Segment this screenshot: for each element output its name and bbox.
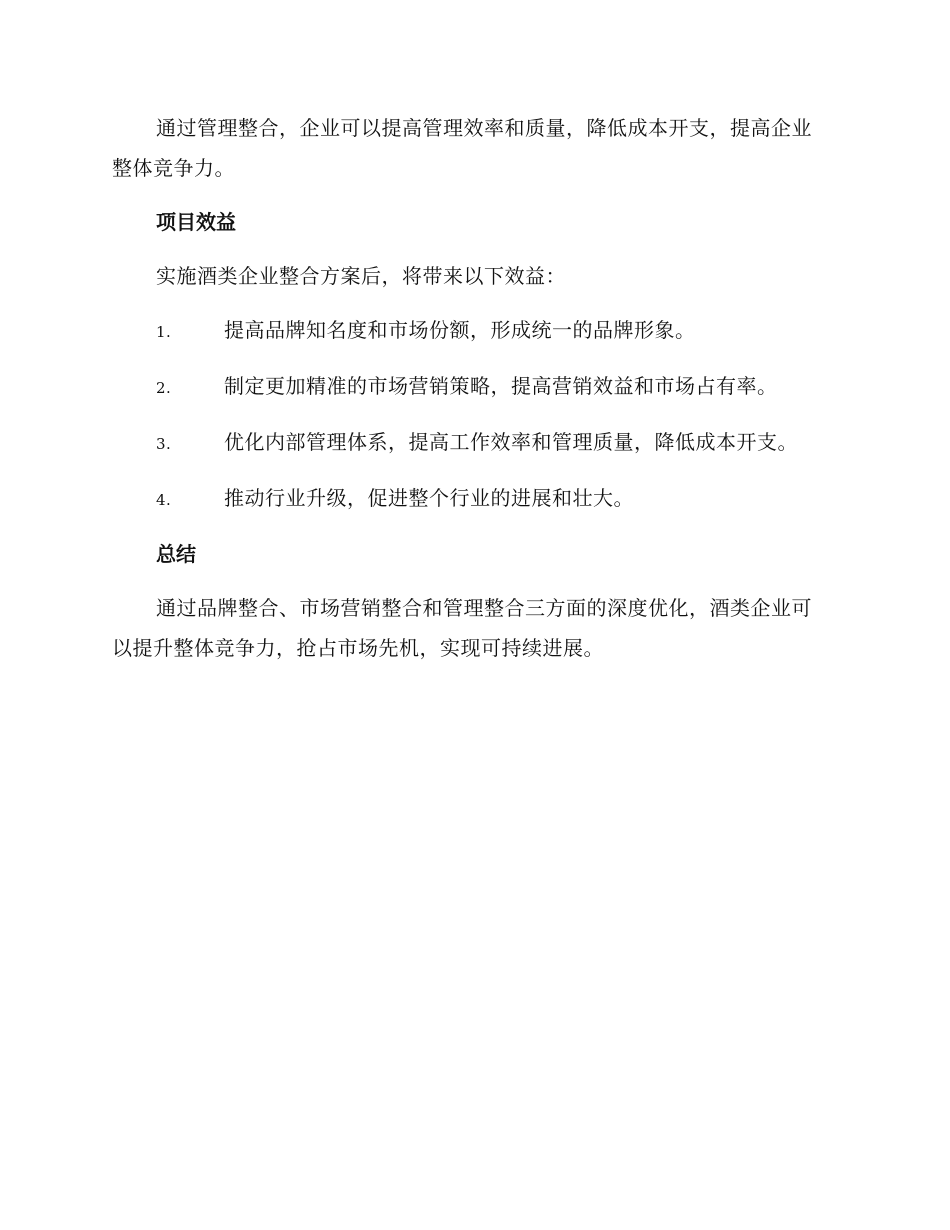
benefit-item-2 (112, 366, 832, 408)
list-number: 4. (156, 491, 172, 509)
benefit-item-4 (112, 478, 832, 520)
list-text: 推动行业升级，促进整个行业的进展和壮大。 (224, 486, 634, 510)
intro-paragraph: 通过管理整合，企业可以提高管理效率和质量，降低成本开支，提高企业整体竞争力。 (112, 116, 812, 180)
list-number: 3. (156, 435, 172, 453)
benefit-item-1 (112, 310, 832, 352)
benefits-heading: 项目效益 (156, 210, 236, 234)
document-body (112, 108, 832, 682)
list-number: 2. (156, 379, 172, 397)
benefit-item-3 (112, 422, 832, 464)
list-text: 优化内部管理体系，提高工作效率和管理质量，降低成本开支。 (224, 430, 798, 454)
list-number: 1. (156, 323, 172, 341)
summary-paragraph: 通过品牌整合、市场营销整合和管理整合三方面的深度优化，酒类企业可以提升整体竞争力，抢占市场先机，实现可持续进展。 (112, 596, 812, 660)
list-text: 提高品牌知名度和市场份额，形成统一的品牌形象。 (224, 318, 696, 342)
benefits-intro: 实施酒类企业整合方案后，将带来以下效益： (156, 264, 566, 288)
list-text: 制定更加精准的市场营销策略，提高营销效益和市场占有率。 (224, 374, 778, 398)
summary-heading: 总结 (156, 542, 196, 566)
